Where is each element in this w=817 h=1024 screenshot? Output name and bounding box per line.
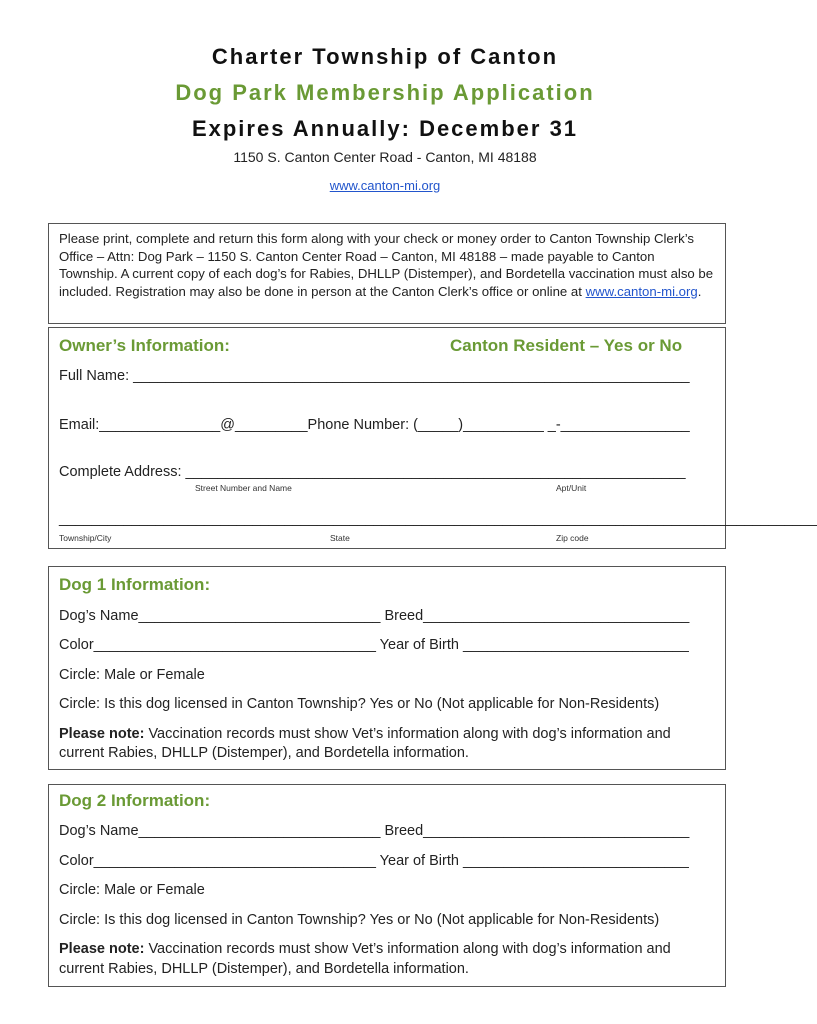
instructions-box xyxy=(48,223,726,324)
instructions-text: Please print, complete and return this form along with your check or money order to Canton Township Clerk’s Office – Attn: Dog Park – 1150 S. Canton Center Road – Canton, MI 48188 – made payable to Canton Township. A current copy of each dog’s for Rabies, DHLLP (Distemper), and Bordetella vaccination must also be included. Registration may also be done in person at the Canton Clerk’s office or online at xyxy=(59,231,714,299)
dog2-licensed-question[interactable]: Circle: Is this dog licensed in Canton Township? Yes or No (Not applicable for Non-Residents) xyxy=(59,912,660,928)
dog2-note xyxy=(59,941,671,957)
dog1-note xyxy=(59,726,671,742)
street-label: Street Number and Name xyxy=(195,483,292,493)
form-title: Dog Park Membership Application xyxy=(175,80,595,105)
dog2-color-year-field[interactable]: Color___________________________________ Year of Birth ____________________________ xyxy=(59,853,689,869)
org-title: Charter Township of Canton xyxy=(211,44,559,69)
address-field[interactable]: Complete Address: ______________________________________________________________ xyxy=(59,464,686,480)
expires-title: Expires Annually: December 31 xyxy=(191,116,579,141)
dog2-name-breed-field[interactable]: Dog’s Name______________________________ Breed_________________________________ xyxy=(59,823,690,839)
office-address: 1150 S. Canton Center Road - Canton, MI 48188 xyxy=(233,149,537,165)
dog1-sex-question[interactable]: Circle: Male or Female xyxy=(59,667,205,683)
apt-label: Apt/Unit xyxy=(556,483,587,493)
dog1-licensed-question[interactable]: Circle: Is this dog licensed in Canton Township? Yes or No (Not applicable for Non-Residents) xyxy=(59,696,660,712)
dog1-name-breed-field[interactable]: Dog’s Name______________________________ Breed_________________________________ xyxy=(59,608,690,624)
dog2-note-bold: Please note: xyxy=(59,941,145,957)
dog1-color-year-field[interactable]: Color___________________________________ Year of Birth ____________________________ xyxy=(59,637,689,653)
dog1-section xyxy=(48,566,726,770)
instructions-end: . xyxy=(697,283,702,299)
dog2-heading: Dog 2 Information: xyxy=(59,791,211,810)
email-phone-field[interactable]: Email:_______________@_________Phone Number: (_____)__________ _-________________ xyxy=(59,417,690,433)
zip-label: Zip code xyxy=(556,533,589,543)
city-line-field[interactable]: ______________________________________________________________________________________________ xyxy=(59,511,817,527)
state-label: State xyxy=(330,533,350,543)
owner-section xyxy=(48,327,817,549)
dog2-section xyxy=(48,784,726,987)
full-name-field[interactable]: Full Name: _____________________________________________________________________ xyxy=(59,368,690,384)
dog2-sex-question[interactable]: Circle: Male or Female xyxy=(59,882,205,898)
dog1-heading: Dog 1 Information: xyxy=(59,575,211,594)
dog1-note-line2: current Rabies, DHLLP (Distemper), and Bordetella information. xyxy=(59,745,469,761)
dog2-note-text: Vaccination records must show Vet’s information along with dog’s information and xyxy=(144,941,671,957)
owner-heading: Owner’s Information: xyxy=(59,336,230,355)
website-link[interactable]: www.canton-mi.org xyxy=(329,178,441,193)
resident-question[interactable]: Canton Resident – Yes or No xyxy=(450,336,683,355)
township-label: Township/City xyxy=(59,533,112,543)
dog1-note-text: Vaccination records must show Vet’s information along with dog’s information and xyxy=(144,726,671,742)
dog1-note-bold: Please note: xyxy=(59,726,145,742)
instructions-website-link[interactable]: www.canton-mi.org xyxy=(585,283,698,299)
dog2-note-line2: current Rabies, DHLLP (Distemper), and Bordetella information. xyxy=(59,961,469,977)
